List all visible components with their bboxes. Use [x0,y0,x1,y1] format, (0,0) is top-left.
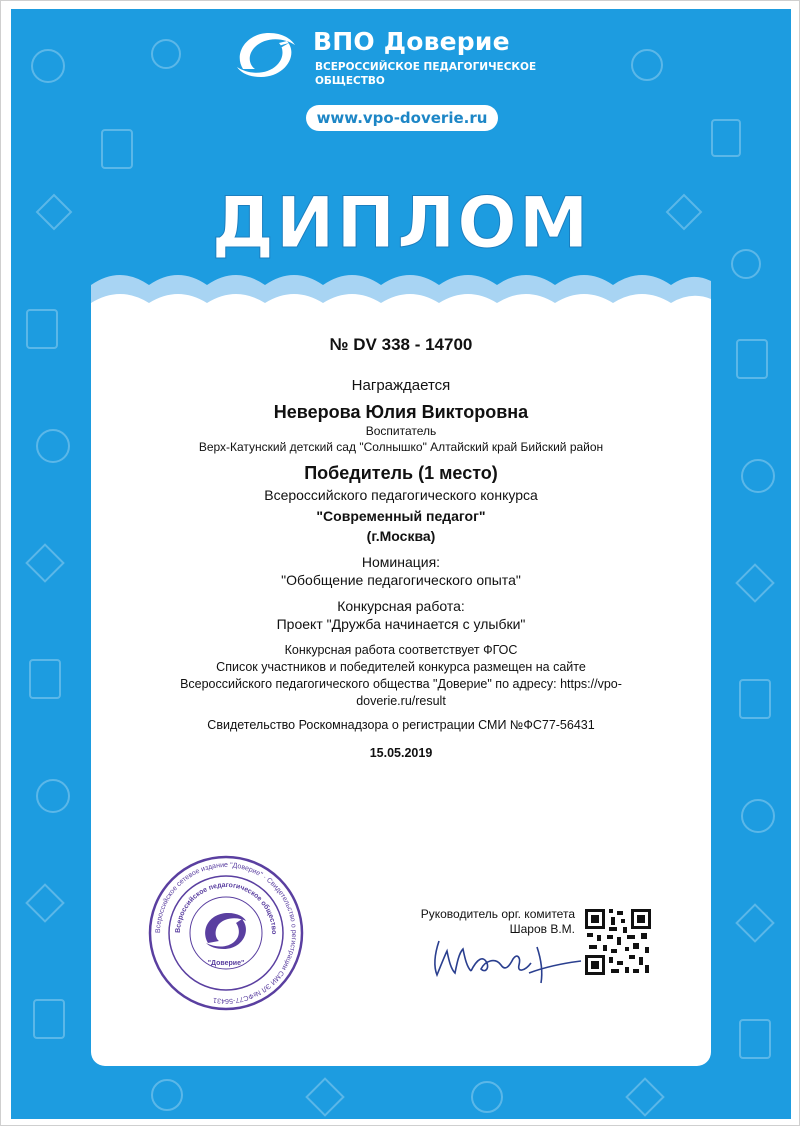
diploma-number: № DV 338 - 14700 [329,335,473,354]
official-stamp [146,853,306,1013]
issue-date: 15.05.2019 [369,746,433,760]
nomination-value: "Обобщение педагогического опыта" [281,572,521,588]
qr-code-icon[interactable] [583,907,653,977]
stamp-outer-text: Всероссийское сетевое издание "Доверие" · Свидетельство о регистрации СМИ ЭЛ №ФС77-56431 [154,861,298,1005]
page-title [201,183,601,263]
notes-block [91,642,711,710]
recipient-organization: Верх-Катунский детский сад "Солнышко" Алтайский край Бийский район [198,440,604,454]
registration-certificate: Свидетельство Роскомнадзора о регистрации СМИ №ФС77-56431 [207,718,595,732]
note-line: Конкурсная работа соответствует ФГОС [284,643,518,657]
signature-title: Руководитель орг. комитета [420,907,575,921]
note-line: Список участников и победителей конкурса размещен на сайте [216,660,586,674]
stamp-logo-icon [205,913,246,949]
logo-swirl-icon [229,25,301,85]
contest-city: (г.Москва) [366,528,436,544]
contest-type: Всероссийского педагогического конкурса [264,487,538,503]
title-text: ДИПЛОМ [211,183,591,263]
diploma-content [91,331,711,760]
brand-subtitle-line1: ВСЕРОССИЙСКОЕ ПЕДАГОГИЧЕСКОЕ [315,61,537,73]
contest-name: "Современный педагог" [316,508,486,524]
recipient-name: Неверова Юлия Викторовна [273,402,529,422]
header-logo [229,25,579,95]
work-value: Проект "Дружба начинается с улыбки" [276,616,526,632]
stamp-inner-text: Всероссийское педагогическое общество [174,881,278,935]
website-link[interactable]: www.vpo-doverie.ru [306,105,498,131]
signature-name: Шаров В.М. [509,922,575,936]
recipient-position: Воспитатель [365,424,437,438]
award-result: Победитель (1 место) [304,463,498,483]
note-line[interactable]: doverie.ru/result [356,694,446,708]
nomination-label: Номинация: [361,554,441,570]
handwritten-signature [425,923,585,989]
brand-name: ВПО Доверие [313,27,510,56]
note-line: Всероссийского педагогического общества "Доверие" по адресу: https://vpo- [180,677,622,691]
work-label: Конкурсная работа: [337,598,465,614]
brand-subtitle-line2: ОБЩЕСТВО [315,75,385,87]
awarded-label: Награждается [351,377,451,394]
stamp-center-text: "Доверие" [207,960,245,967]
signature-block [401,901,581,991]
